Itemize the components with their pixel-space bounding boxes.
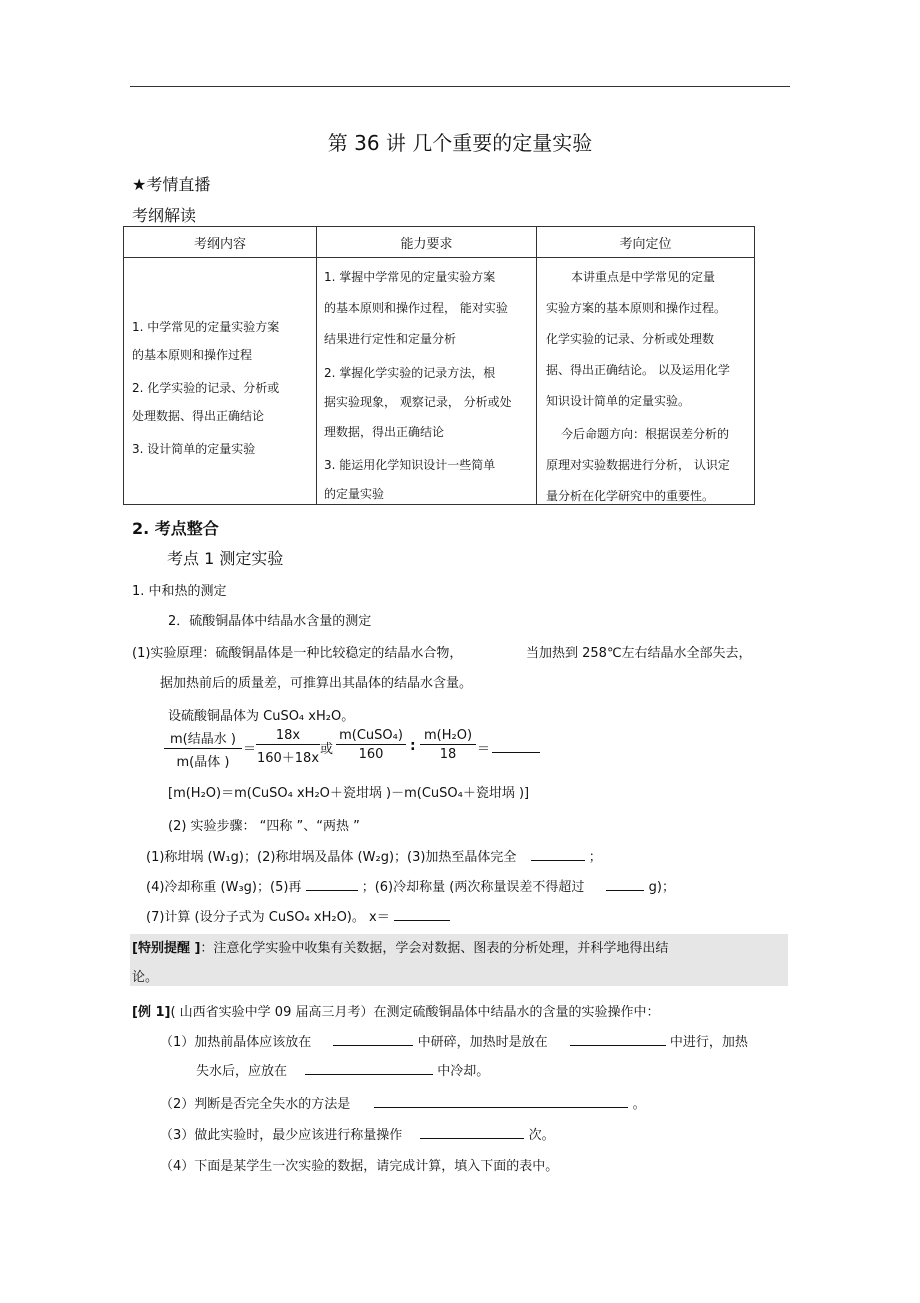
section-kaodian: 2. 考点整合: [132, 519, 219, 538]
header-rule: [130, 86, 790, 87]
example-label: [例 1]: [132, 1005, 171, 1020]
step-text: (4)冷却称重 (W₃g)；(5)再: [146, 880, 302, 895]
step-line-1: [146, 846, 602, 865]
blank-cool-vessel[interactable]: [305, 1060, 433, 1075]
question-text: 次。: [528, 1128, 555, 1143]
step-text: (7)计算 (设分子式为 CuSO₄ xH₂O)。 x＝: [146, 910, 390, 925]
table-header: 考纲内容: [124, 227, 317, 258]
cell-line: 的基本原则和操作过程， 能对实验: [324, 301, 508, 315]
cell-line: 处理数据、得出正确结论: [132, 409, 265, 423]
cell-line: 化学实验的记录、分析或处理数: [546, 332, 715, 346]
fraction-numerator: 18x: [256, 728, 320, 745]
tip-label: [特别提醒 ]: [132, 941, 201, 956]
page-title: 第 36 讲 几个重要的定量实验: [327, 131, 593, 155]
blank-x-value[interactable]: [394, 906, 450, 921]
outline-table: [123, 226, 755, 505]
fraction-x-ratio: [256, 728, 320, 766]
step-line-2: [146, 876, 675, 895]
fraction-numerator: m(H₂O): [420, 728, 476, 745]
cell-line: 实验方案的基本原则和操作过程。: [546, 301, 727, 315]
formula-mass-line: [m(H₂O)＝m(CuSO₄ xH₂O＋瓷坩埚 )－m(CuSO₄＋瓷坩埚 )]: [168, 786, 530, 801]
cell-line: 原理对实验数据进行分析， 认识定: [546, 458, 730, 472]
principle-line: 据加热前后的质量差，可推算出其晶体的结晶水含量。: [160, 676, 473, 691]
cell-line: 1. 掌握中学常见的定量实验方案: [324, 270, 496, 284]
cell-line: 本讲重点是中学常见的定量: [571, 270, 716, 284]
principle-line: 设硫酸铜晶体为 CuSO₄ xH₂O。: [168, 709, 355, 724]
or-text: 或: [320, 742, 334, 757]
step-text: g)；: [648, 880, 675, 895]
table-header: 能力要求: [317, 227, 537, 258]
question-text: 中研碎，加热时是放在: [417, 1035, 548, 1050]
section-kaoqing: ★考情直播: [132, 175, 211, 194]
kaodian-heading: 考点 1 测定实验: [167, 549, 284, 568]
table-cell-content: [124, 258, 317, 505]
table-cell-ability: [317, 258, 537, 505]
colon-sign: :: [410, 738, 416, 754]
cell-line: 今后命题方向：根据误差分析的: [561, 427, 730, 441]
tip-line-2: 论。: [132, 970, 159, 985]
question-text: （1）加热前晶体应该放在: [160, 1035, 312, 1050]
table-header: 考向定位: [537, 227, 755, 258]
tip-text: ：注意化学实验中收集有关数据，学会对数据、图表的分析处理，并科学地得出结: [200, 941, 669, 956]
tip-line-1: [132, 937, 668, 956]
blank-weigh-times[interactable]: [420, 1124, 524, 1139]
equals-sign: ＝: [477, 742, 491, 757]
fraction-cuso4: [336, 728, 406, 762]
step-text: ；(6)冷却称量 (两次称量误差不得超过: [361, 880, 585, 895]
fraction-denominator: 160＋18x: [256, 751, 320, 766]
cell-line: 据实验现象， 观察记录， 分析或处: [324, 395, 512, 409]
answer-blank[interactable]: [492, 752, 540, 753]
cell-line: 理数据，得出正确结论: [324, 425, 445, 439]
fraction-numerator: m(CuSO₄): [336, 728, 406, 745]
blank-grind-vessel[interactable]: [333, 1031, 413, 1046]
question-1-line-1: [160, 1031, 748, 1050]
step-line-3: [146, 906, 450, 925]
question-text: （3）做此实验时，最少应该进行称量操作: [160, 1128, 403, 1143]
fraction-h2o: [420, 728, 476, 762]
question-2: [160, 1093, 646, 1112]
blank-step5[interactable]: [306, 876, 358, 891]
cell-line: 1. 中学常见的定量实验方案: [132, 320, 280, 334]
fraction-denominator: 160: [358, 747, 384, 762]
fraction-denominator: m(晶体 ): [176, 755, 230, 770]
question-text: 中冷却。: [437, 1064, 490, 1079]
blank-dehydration-check[interactable]: [374, 1093, 628, 1108]
item-zhonghere: 1. 中和热的测定: [132, 584, 227, 599]
fraction-denominator: 18: [439, 747, 457, 762]
equals-sign: ＝: [243, 742, 257, 757]
step-text: (1)称坩埚 (W₁g)；(2)称坩埚及晶体 (W₂g)；(3)加热至晶体完全: [146, 850, 517, 865]
item-jiejingshui: 2．硫酸铜晶体中结晶水含量的测定: [168, 614, 372, 629]
fraction-numerator: m(结晶水 ): [164, 728, 242, 749]
cell-line: 2. 化学实验的记录、分析或: [132, 381, 280, 395]
cell-line: 结果进行定性和定量分析: [324, 332, 457, 346]
cell-line: 的基本原则和操作过程: [132, 348, 253, 362]
question-1-line-2: [196, 1060, 489, 1079]
question-text: （2）判断是否完全失水的方法是: [160, 1097, 351, 1112]
blank-heat-complete[interactable]: [531, 846, 585, 861]
cell-line: 据、得出正确结论。 以及运用化学: [546, 363, 730, 377]
cell-line: 2. 掌握化学实验的记录方法，根: [324, 366, 496, 380]
question-text: 失水后，应放在: [196, 1064, 288, 1079]
question-3: [160, 1124, 555, 1143]
example-intro: [132, 1001, 659, 1020]
fraction-water-ratio: [164, 728, 242, 770]
question-text: 。: [632, 1097, 646, 1112]
blank-error-limit[interactable]: [606, 876, 644, 891]
section-kaogang: 考纲解读: [132, 206, 197, 225]
question-text: 中进行，加热: [669, 1035, 748, 1050]
table-cell-direction: [537, 258, 755, 505]
principle-line: (1)实验原理：硫酸铜晶体是一种比较稳定的结晶水合物，: [132, 646, 463, 661]
cell-line: 3. 设计简单的定量实验: [132, 442, 256, 456]
step-text: ；: [588, 850, 602, 865]
cell-line: 量分析在化学研究中的重要性。: [546, 489, 715, 503]
example-intro-text: ( 山西省实验中学 09 届高三月考）在测定硫酸铜晶体中结晶水的含量的实验操作中：: [170, 1005, 660, 1020]
steps-label: (2) 实验步骤： “四称 ”、“两热 ”: [168, 819, 360, 834]
question-4: （4）下面是某学生一次实验的数据，请完成计算，填入下面的表中。: [160, 1159, 559, 1174]
cell-line: 的定量实验: [324, 487, 385, 501]
blank-heat-vessel[interactable]: [570, 1031, 666, 1046]
cell-line: 3. 能运用化学知识设计一些简单: [324, 458, 496, 472]
cell-line: 知识设计简单的定量实验。: [546, 394, 691, 408]
principle-line: 当加热到 258℃左右结晶水全部失去，: [526, 646, 752, 661]
